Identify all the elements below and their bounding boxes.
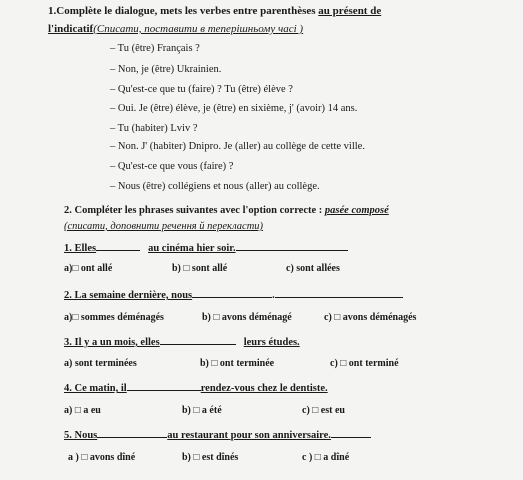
option-a[interactable]: a) sont terminées	[64, 358, 137, 369]
option-a[interactable]: a)□ ont allé	[64, 263, 113, 274]
exercise1-tense-label: l'indicatif	[48, 23, 94, 35]
dialogue-line: – Non. J' (habiter) Dnipro. Je (aller) au collège de cette ville.	[110, 141, 365, 152]
exercise1-title-line2	[48, 22, 303, 36]
question-start: 1. Elles	[64, 243, 97, 254]
trailing-line	[275, 287, 403, 298]
option-b[interactable]: b) □ sont allé	[172, 263, 228, 274]
exercise2-tense-label: pasée composé	[324, 205, 389, 216]
exercise1-title-underlined: au présent de	[318, 5, 382, 17]
option-a[interactable]: a)□ sommes déménagés	[64, 312, 164, 323]
question-start: 5. Nous	[64, 430, 98, 441]
question-end: au cinéma hier soir.	[148, 243, 236, 254]
option-a[interactable]: a ) □ avons dîné	[68, 452, 136, 463]
dialogue-line: – Qu'est-ce que vous (faire) ?	[110, 161, 234, 172]
exercise2-title	[64, 204, 389, 218]
question-start: 3. Il y a un mois, elles	[64, 337, 160, 348]
answer-blank[interactable]	[97, 427, 167, 438]
option-b[interactable]: b) □ avons déménagé	[202, 312, 292, 323]
option-c[interactable]: c) □ avons déménagés	[324, 312, 417, 323]
dialogue-line: – Nous (être) collégiens et nous (aller) au collège.	[110, 181, 320, 192]
question-5	[64, 427, 371, 443]
question-end: leurs études.	[243, 337, 300, 348]
dialogue-line: – Non, je (être) Ukrainien.	[110, 64, 222, 75]
option-b[interactable]: b) □ est dînés	[182, 452, 239, 463]
option-b[interactable]: b) □ ont terminée	[200, 358, 275, 369]
dialogue-line: – Oui. Je (être) élève, je (être) en sixième, j' (avoir) 14 ans.	[110, 103, 358, 114]
question-start: 2. La semaine dernière, nous	[64, 290, 193, 301]
answer-blank[interactable]	[127, 380, 201, 391]
question-end: rendez-vous chez le dentiste.	[200, 383, 328, 394]
question-1	[64, 240, 348, 256]
question-start: 4. Ce matin, il	[64, 383, 127, 394]
option-c[interactable]: c) □ est eu	[302, 405, 345, 416]
exercise2-instruction-ua: (списати, доповнити речення й перекласти)	[64, 221, 264, 232]
dialogue-line: – Tu (habiter) Lviv ?	[110, 123, 198, 134]
option-b[interactable]: b) □ a été	[182, 405, 222, 416]
question-4	[64, 380, 328, 396]
question-end: .	[272, 290, 275, 301]
question-3	[64, 334, 300, 350]
exercise1-instruction-ua: (Списати, поставити в теперішньому часі )	[93, 23, 304, 35]
dialogue-line: – Tu (être) Français ?	[110, 43, 200, 54]
answer-blank[interactable]	[192, 287, 272, 298]
exercise1-title-text: 1.Complète le dialogue, mets les verbes entre parenthèses	[48, 5, 319, 17]
option-c[interactable]: c ) □ a dîné	[302, 452, 350, 463]
question-2	[64, 287, 403, 303]
option-a[interactable]: a) □ a eu	[64, 405, 101, 416]
answer-blank[interactable]	[160, 334, 236, 345]
trailing-line	[236, 240, 348, 251]
option-c[interactable]: c) □ ont terminé	[330, 358, 399, 369]
exercise1-title	[48, 4, 381, 18]
answer-blank[interactable]	[96, 240, 140, 251]
dialogue-line: – Qu'est-ce que tu (faire) ? Tu (être) élève ?	[110, 84, 293, 95]
option-c[interactable]: c) sont allées	[286, 263, 340, 274]
trailing-line	[331, 427, 371, 438]
exercise2-title-text: 2. Compléter les phrases suivantes avec l'option correcte :	[64, 205, 325, 216]
question-end: au restaurant pour son anniversaire.	[167, 430, 331, 441]
